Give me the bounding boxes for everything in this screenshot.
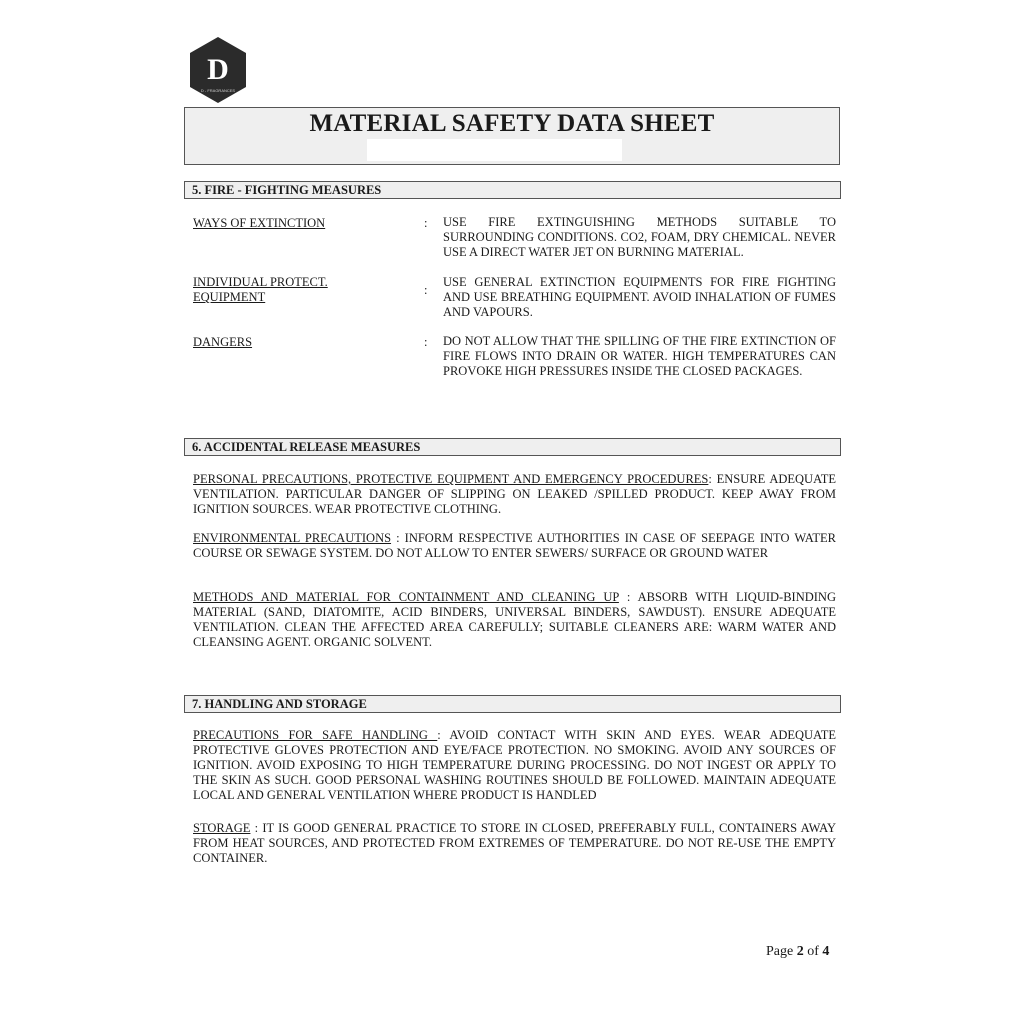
label-individual-protect-1: INDIVIDUAL PROTECT. — [193, 275, 328, 289]
label-individual-protect-2: EQUIPMENT — [193, 290, 266, 304]
subtitle-field — [367, 139, 622, 161]
page-word: Page — [766, 944, 794, 959]
page-current: 2 — [796, 944, 804, 959]
logo-tagline: D - FRAGRANCES — [200, 88, 236, 93]
paragraph-text: : INFORM RESPECTIVE AUTHORITIES IN CASE OF SEEPAGE INTO WATER COURSE OR SEWAGE SYSTEM. DO NOT ALLOW TO ENTER SEWERS/ SURFACE OR GROUND WATER — [193, 531, 836, 560]
page-title: MATERIAL SAFETY DATA SHEET — [309, 110, 715, 137]
paragraph-text: : AVOID CONTACT WITH SKIN AND EYES. WEAR ADEQUATE PROTECTIVE GLOVES PROTECTION AND EYE/FACE PROTECTION. NO SMOKING. AVOID ANY SOURCES OF IGNITION. AVOID EXPOSING TO HIGH TEMPERATURE DURING PROCESSING. DO NOT INGEST OR APPLY TO THE SKIN AS SUCH. GOOD PERSONAL WASHING ROUTINES SHOULD BE FOLLOWED. MAINTAIN ADEQUATE LOCAL AND GENERAL VENTILATION WHERE PRODUCT IS HANDLED — [193, 728, 837, 802]
value-ways-of-extinction: USE FIRE EXTINGUISHING METHODS SUITABLE TO SURROUNDING CONDITIONS. CO2, FOAM, DRY CHEMICAL. NEVER USE A DIRECT WATER JET ON BURNING MATERIAL. — [443, 215, 836, 259]
section-heading-fire: 5. FIRE - FIGHTING MEASURES — [184, 181, 841, 199]
page-total: 4 — [822, 944, 830, 959]
paragraph-label: STORAGE — [193, 821, 251, 835]
company-logo — [188, 36, 248, 104]
paragraph-environmental-precautions — [193, 531, 836, 561]
colon: : — [424, 283, 428, 297]
paragraph-text: : IT IS GOOD GENERAL PRACTICE TO STORE IN CLOSED, PREFERABLY FULL, CONTAINERS AWAY FROM HEAT SOURCES, AND PROTECTED FROM EXTREMES OF TEMPERATURE. DO NOT RE-USE THE EMPTY CONTAINER. — [193, 821, 836, 865]
paragraph-text: : ENSURE ADEQUATE VENTILATION. PARTICULAR DANGER OF SLIPPING ON LEAKED /SPILLED PRODUCT. KEEP AWAY FROM IGNITION SOURCES. WEAR PROTECTIVE CLOTHING. — [193, 472, 836, 516]
section-heading-accidental: 6. ACCIDENTAL RELEASE MEASURES — [184, 438, 841, 456]
label-dangers: DANGERS — [193, 335, 253, 349]
paragraph-storage — [193, 821, 836, 866]
paragraph-containment-methods — [193, 590, 836, 650]
paragraph-personal-precautions — [193, 472, 836, 517]
paragraph-text: : ABSORB WITH LIQUID-BINDING MATERIAL (SAND, DIATOMITE, ACID BINDERS, UNIVERSAL BINDERS, SAWDUST). ENSURE ADEQUATE VENTILATION. CLEAN THE AFFECTED AREA CAREFULLY; SUITABLE CLEANERS ARE: WARM WATER AND CLEANSING AGENT. ORGANIC SOLVENT. — [193, 590, 836, 649]
colon: : — [424, 216, 428, 230]
value-dangers: DO NOT ALLOW THAT THE SPILLING OF THE FIRE EXTINCTION OF FIRE FLOWS INTO DRAIN OR WATER. HIGH TEMPERATURES CAN PROVOKE HIGH PRESSURES INSIDE THE CLOSED PACKAGES. — [443, 334, 836, 378]
page-of: of — [807, 944, 819, 959]
logo-letter: D — [207, 53, 229, 86]
paragraph-label: PERSONAL PRECAUTIONS, PROTECTIVE EQUIPMENT AND EMERGENCY PROCEDURES — [193, 472, 709, 486]
section-heading-handling: 7. HANDLING AND STORAGE — [184, 695, 841, 713]
paragraph-label: PRECAUTIONS FOR SAFE HANDLING — [193, 728, 438, 742]
paragraph-safe-handling — [193, 728, 836, 803]
colon: : — [424, 335, 428, 349]
title-box — [184, 107, 840, 165]
paragraph-label: ENVIRONMENTAL PRECAUTIONS — [193, 531, 392, 545]
value-individual-protect: USE GENERAL EXTINCTION EQUIPMENTS FOR FIRE FIGHTING AND USE BREATHING EQUIPMENT. AVOID INHALATION OF FUMES AND VAPOURS. — [443, 275, 836, 319]
page-number — [766, 944, 829, 960]
label-ways-of-extinction: WAYS OF EXTINCTION — [193, 216, 326, 230]
paragraph-label: METHODS AND MATERIAL FOR CONTAINMENT AND CLEANING UP — [193, 590, 619, 604]
